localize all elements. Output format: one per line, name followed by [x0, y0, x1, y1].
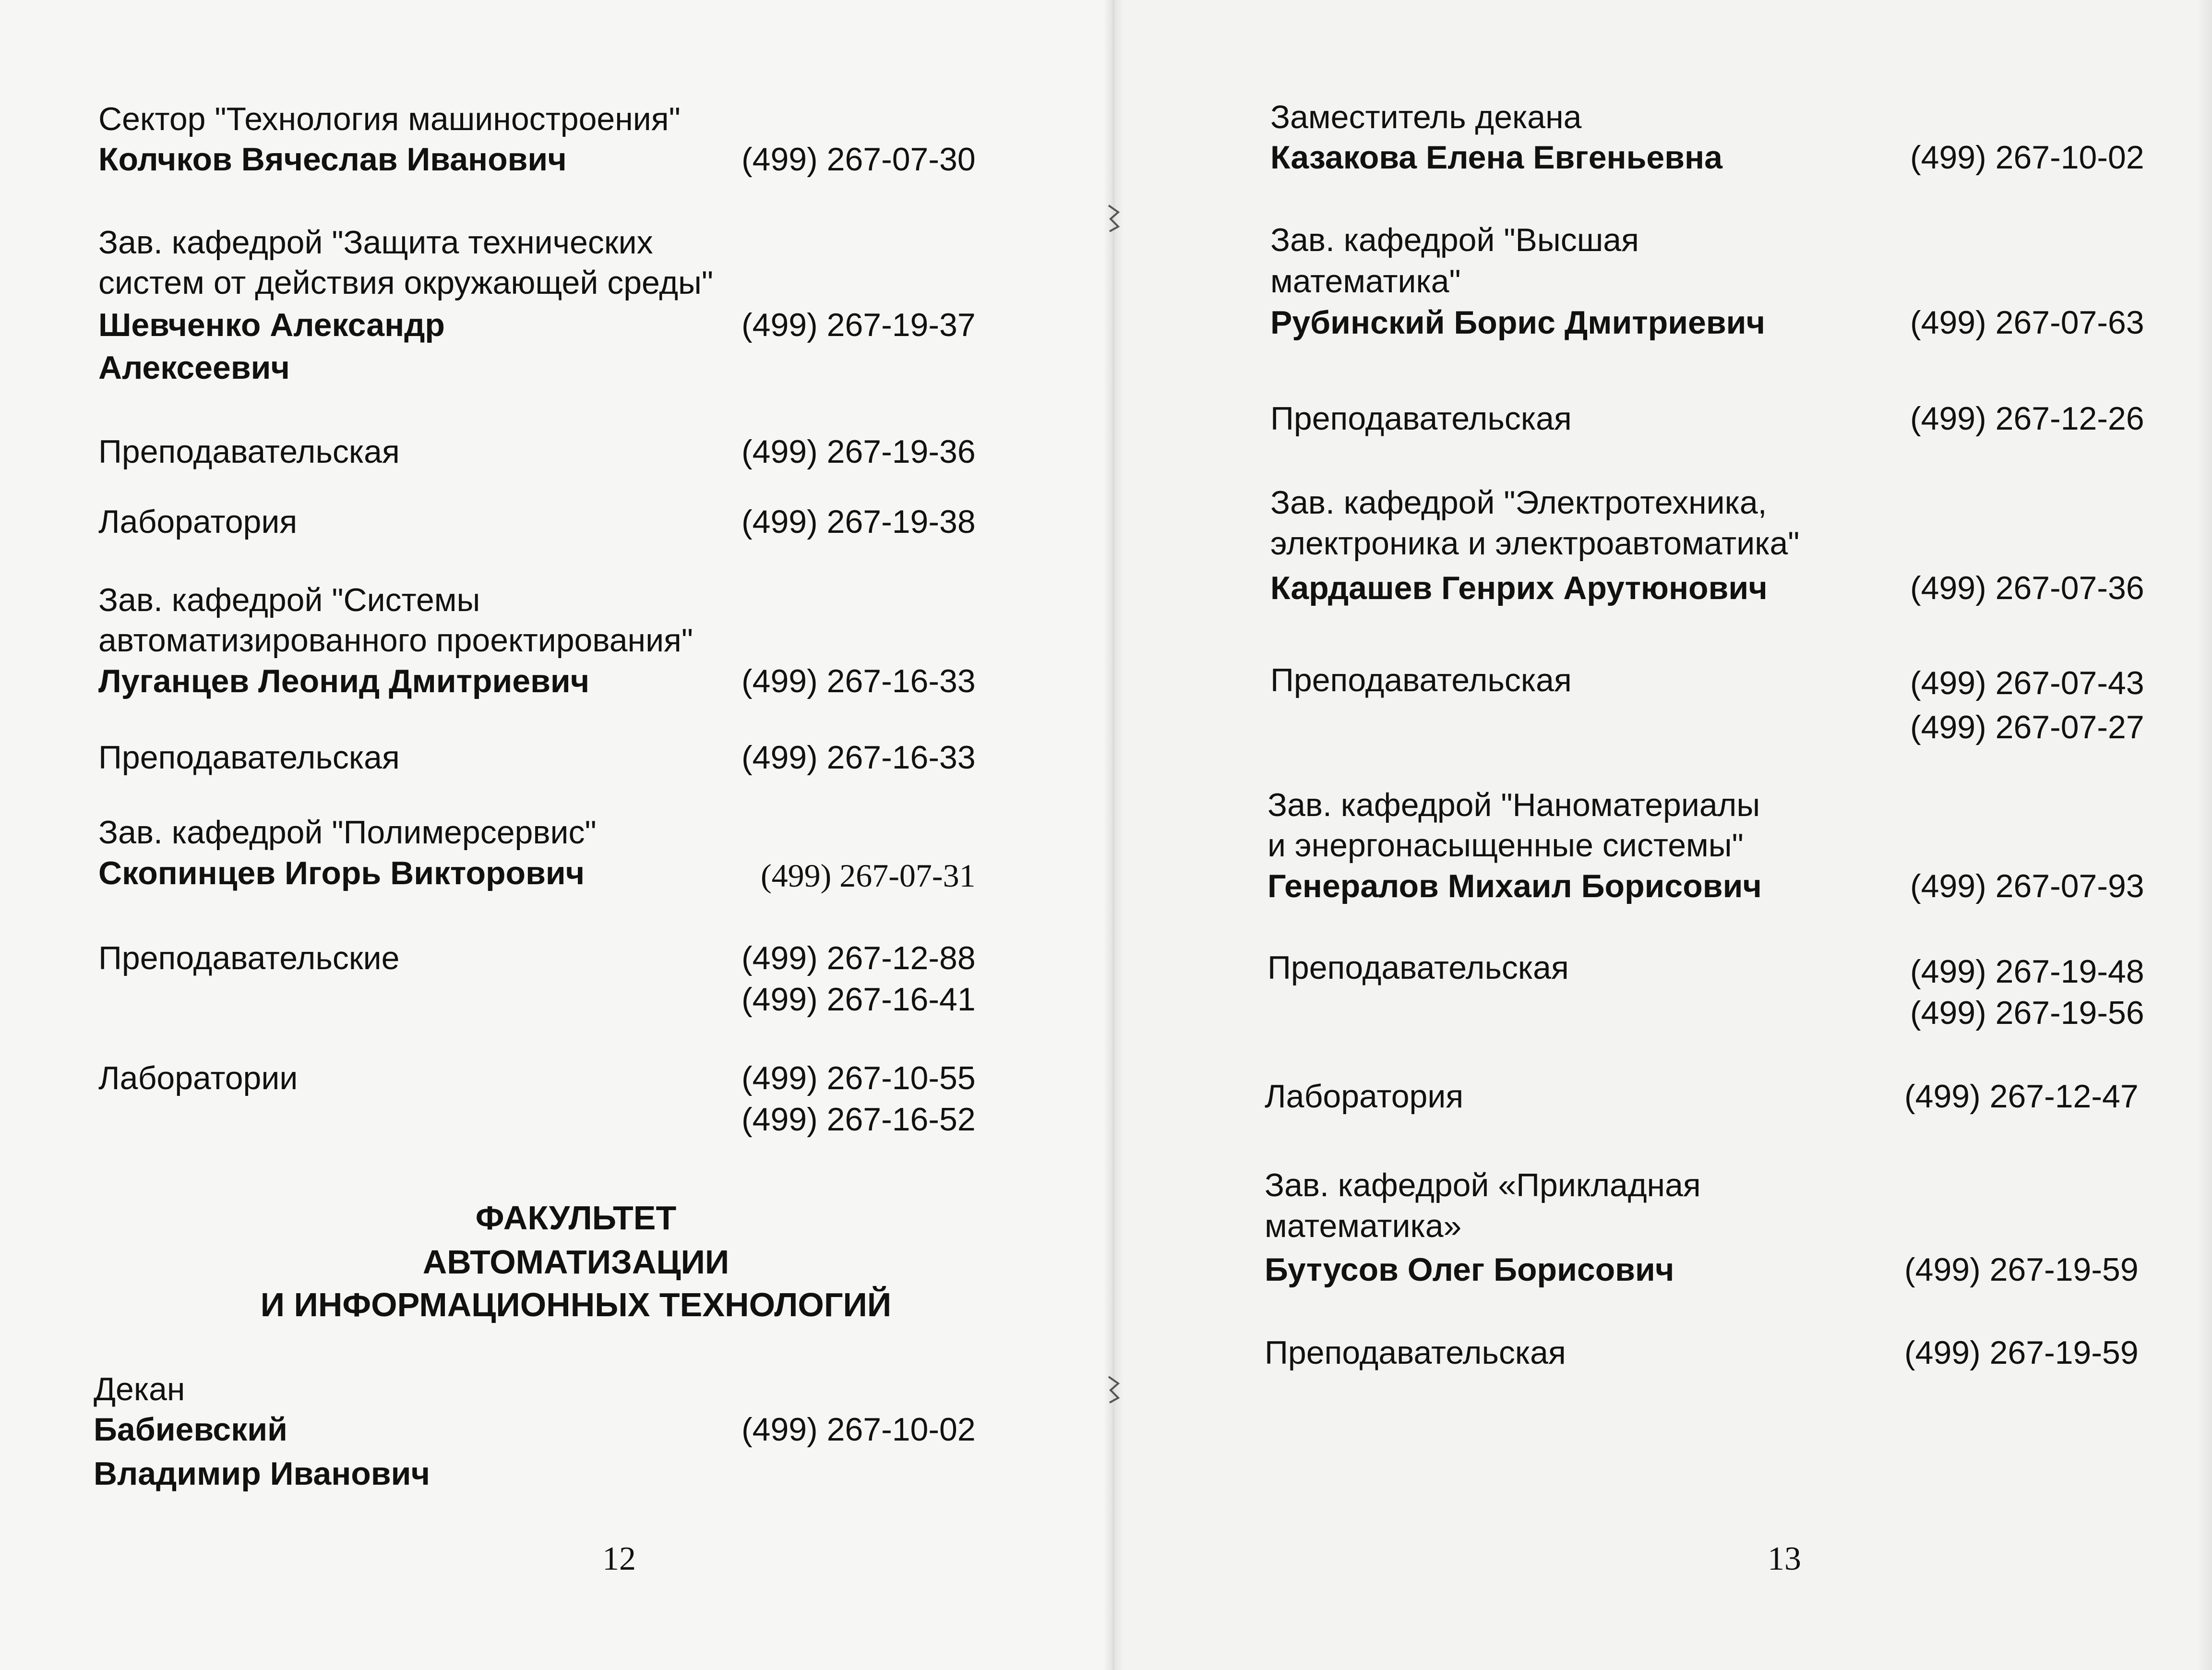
staple-bottom	[1104, 1373, 1123, 1406]
dept-applied-math-title-1: Зав. кафедрой «Прикладная	[1265, 1167, 1701, 1203]
faculty-heading-2: АВТОМАТИЗАЦИИ	[422, 1243, 729, 1281]
dept-polymer-teachers-label: Преподавательские	[98, 940, 400, 976]
dept-applied-math-teachers-phone: (499) 267-19-59	[1904, 1334, 2139, 1371]
dept-nano-lab-phone: (499) 267-12-47	[1904, 1078, 2139, 1115]
page-number-left: 12	[602, 1540, 636, 1577]
dept-nano-head-name: Генералов Михаил Борисович	[1267, 868, 1762, 904]
dept-electrical-teachers-phone-2: (499) 267-07-27	[1910, 709, 2144, 745]
dept-electrical-head-name: Кардашев Генрих Арутюнович	[1270, 570, 1768, 606]
sector-tech-title: Сектор "Технология машиностроения"	[98, 101, 681, 137]
faculty-heading-1: ФАКУЛЬТЕТ	[475, 1199, 677, 1237]
dept-polymer-head-name: Скопинцев Игорь Викторович	[98, 855, 585, 891]
dept-electrical-title-1: Зав. кафедрой "Электротехника,	[1270, 484, 1767, 521]
dept-nano-lab-label: Лаборатория	[1265, 1078, 1464, 1115]
dept-protection-head-phone: (499) 267-19-37	[741, 307, 976, 343]
dept-polymer-head-phone: (499) 267-07-31	[761, 857, 976, 894]
dept-higher-math-head-name: Рубинский Борис Дмитриевич	[1270, 304, 1765, 341]
dept-polymer-title: Зав. кафедрой "Полимерсервис"	[98, 814, 597, 851]
dept-nano-head-phone: (499) 267-07-93	[1910, 868, 2144, 904]
dept-polymer-labs-phone-1: (499) 267-10-55	[741, 1060, 976, 1096]
dept-polymer-teachers-phone-1: (499) 267-12-88	[741, 940, 976, 976]
dept-applied-math-head-phone: (499) 267-19-59	[1904, 1251, 2139, 1288]
dept-electrical-teachers-label: Преподавательская	[1270, 662, 1572, 698]
dept-cad-title-2: автоматизированного проектирования"	[98, 622, 693, 659]
dept-electrical-head-phone: (499) 267-07-36	[1910, 570, 2144, 606]
dept-nano-teachers-phone-2: (499) 267-19-56	[1910, 995, 2144, 1031]
dept-polymer-labs-label: Лаборатории	[98, 1060, 298, 1096]
deputy-dean-title: Заместитель декана	[1270, 99, 1582, 135]
dept-polymer-teachers-phone-2: (499) 267-16-41	[741, 981, 976, 1018]
dept-higher-math-teachers-phone: (499) 267-12-26	[1910, 400, 2144, 437]
page-number-right: 13	[1768, 1540, 1801, 1577]
dean-name-2: Владимир Иванович	[94, 1455, 430, 1492]
dept-cad-head-name: Луганцев Леонид Дмитриевич	[98, 663, 590, 699]
dept-protection-teachers-label: Преподавательская	[98, 433, 400, 470]
dept-higher-math-head-phone: (499) 267-07-63	[1910, 304, 2144, 341]
dept-applied-math-head-name: Бутусов Олег Борисович	[1265, 1251, 1674, 1288]
dept-higher-math-title-1: Зав. кафедрой "Высшая	[1270, 222, 1639, 258]
dept-protection-title-1: Зав. кафедрой "Защита технических	[98, 224, 653, 261]
dept-higher-math-title-2: математика"	[1270, 263, 1461, 300]
dept-applied-math-teachers-label: Преподавательская	[1265, 1334, 1566, 1371]
deputy-dean-name: Казакова Елена Евгеньевна	[1270, 139, 1722, 176]
dept-nano-teachers-phone-1: (499) 267-19-48	[1910, 953, 2144, 990]
dept-electrical-title-2: электроника и электроавтоматика"	[1270, 525, 1800, 562]
dept-protection-lab-label: Лаборатория	[98, 504, 298, 540]
dept-nano-title-2: и энергонасыщенные системы"	[1267, 827, 1744, 864]
dept-cad-title-1: Зав. кафедрой "Системы	[98, 582, 480, 618]
dept-nano-teachers-label: Преподавательская	[1267, 949, 1569, 986]
dean-name-1: Бабиевский	[94, 1411, 287, 1448]
faculty-heading-3: И ИНФОРМАЦИОННЫХ ТЕХНОЛОГИЙ	[260, 1286, 892, 1323]
dept-protection-title-2: систем от действия окружающей среды"	[98, 264, 714, 301]
dept-electrical-teachers-phone-1: (499) 267-07-43	[1910, 665, 2144, 701]
dean-label: Декан	[94, 1371, 185, 1407]
sector-tech-phone: (499) 267-07-30	[741, 141, 976, 178]
dept-protection-lab-phone: (499) 267-19-38	[741, 504, 976, 540]
dept-cad-head-phone: (499) 267-16-33	[741, 663, 976, 699]
page-edge-shadow	[2198, 0, 2212, 1670]
dean-phone: (499) 267-10-02	[741, 1411, 976, 1448]
dept-nano-title-1: Зав. кафедрой "Наноматериалы	[1267, 787, 1760, 823]
dept-higher-math-teachers-label: Преподавательская	[1270, 400, 1572, 437]
dept-applied-math-title-2: математика»	[1265, 1208, 1462, 1244]
page-fold	[1104, 0, 1123, 1670]
dept-polymer-labs-phone-2: (499) 267-16-52	[741, 1101, 976, 1138]
dept-cad-teachers-phone: (499) 267-16-33	[741, 739, 976, 776]
dept-protection-teachers-phone: (499) 267-19-36	[741, 433, 976, 470]
sector-tech-name: Колчков Вячеслав Иванович	[98, 141, 567, 178]
dept-protection-head-name-1: Шевченко Александр	[98, 307, 445, 343]
dept-protection-head-name-2: Алексеевич	[98, 349, 290, 386]
deputy-dean-phone: (499) 267-10-02	[1910, 139, 2144, 176]
dept-cad-teachers-label: Преподавательская	[98, 739, 400, 776]
staple-top	[1104, 202, 1123, 235]
